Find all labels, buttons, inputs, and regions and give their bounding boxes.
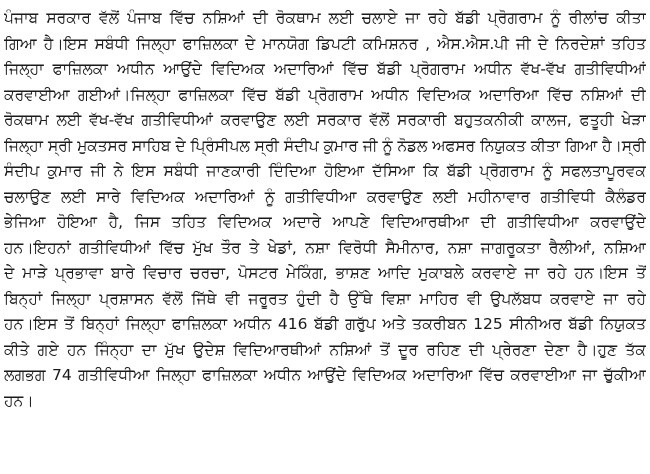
text-line-13: ਹਨ।ਇਸ ਤੋਂ ਬਿਨ੍ਹਾਂ ਜਿਲ੍ਹਾ ਫਾਜ਼ਿਲਕਾ ਅਧੀਨ 416 ਬੱਡੀ ਗਰੁੱਪ ਅਤੇ ਤਕਰੀਬਨ 125 ਸੀਨੀਅਰ ਬੱਡੀ ਨਿਯੁਕਤ — [4, 315, 646, 333]
text-line-3: ਜਿਲ੍ਹਾ ਫਾਜ਼ਿਲਕਾ ਅਧੀਨ ਆਉਂਦੇ ਵਿਦਿਅਕ ਅਦਾਰਿਆਂ ਵਿੱਚ ਬੱਡੀ ਪ੍ਰੋਗਰਾਮ ਅਧੀਨ ਵੱਖ-ਵੱਖ ਗਤੀਵਿਧੀਆਂ — [4, 60, 646, 78]
text-line-1: ਪੰਜਾਬ ਸਰਕਾਰ ਵੱਲੋਂ ਪੰਜਾਬ ਵਿੱਚ ਨਸ਼ਿਆਂ ਦੀ ਰੋਕਥਾਮ ਲਈ ਚਲਾਏ ਜਾ ਰਹੇ ਬੱਡੀ ਪ੍ਰੋਗਰਾਮ ਨੂੰ ਰੀਲਾਂਚ ਕੀਤਾ — [4, 9, 646, 27]
document-page — [4, 0, 646, 474]
text-line-5: ਰੋਕਥਾਮ ਲਈ ਵੱਖ-ਵੱਖ ਗਤੀਵਿਧੀਆਂ ਕਰਵਾਉਣ ਲਈ ਸਰਕਾਰ ਵੱਲੋਂ ਸਰਕਾਰੀ ਬਹੁਤਕਨੀਕੀ ਕਾਲਜ, ਫਤੂਹੀ ਖੇੜਾ — [4, 111, 646, 129]
text-line-7: ਸੰਦੀਪ ਕੁਮਾਰ ਜੀ ਨੇ ਇਸ ਸਬੰਧੀ ਜਾਣਕਾਰੀ ਦਿੰਦਿਆ ਹੋਇਆ ਦੱਸਿਆ ਕਿ ਬੱਡੀ ਪ੍ਰੋਗਰਾਮ ਨੂੰ ਸਫਲਤਾਪੂਰਵਕ — [4, 162, 646, 180]
text-line-8: ਚਲਾਉਣ ਲਈ ਸਾਰੇ ਵਿਦਿਅਕ ਅਦਾਰਿਆਂ ਨੂੰ ਗਤੀਵਿਧੀਆ ਕਰਵਾਉਣ ਲਈ ਮਹੀਨਾਵਾਰ ਗਤੀਵਿਧੀ ਕੈਲੰਡਰ — [4, 187, 646, 206]
text-line-16: ਹਨ। — [4, 391, 34, 410]
text-line-4: ਕਰਵਾਈਆ ਗਈਆਂ।ਜਿਲ੍ਹਾ ਫਾਜ਼ਿਲਕਾ ਵਿੱਚ ਬੱਡੀ ਪ੍ਰੋਗਰਾਮ ਅਧੀਨ ਵਿਦਿਅਕ ਅਦਾਰਿਆ ਵਿੱਚ ਨਸ਼ਿਆਂ ਦੀ — [4, 85, 646, 104]
text-line-14: ਕੀਤੇ ਗਏ ਹਨ ਜਿੰਨ੍ਹਾ ਦਾ ਮੁੱਖ ਉਦੇਸ਼ ਵਿਦਿਆਰਥੀਆਂ ਨਸ਼ਿਆਂ ਤੋਂ ਦੂਰ ਰਹਿਣ ਦੀ ਪ੍ਰੇਰਣਾ ਦੇਣਾ ਹੈ।ਹੁਣ ਤੱਕ — [4, 340, 646, 359]
text-line-15: ਲਗਭਗ 74 ਗਤੀਵਿਧੀਆ ਜਿਲ੍ਹਾ ਫਾਜ਼ਿਲਕਾ ਅਧੀਨ ਆਉਂਦੇ ਵਿਦਿਅਕ ਅਦਾਰਿਆ ਵਿੱਚ ਕਰਵਾਈਆ ਜਾ ਚੁੱਕੀਆ — [4, 366, 646, 384]
text-line-12: ਬਿਨ੍ਹਾਂ ਜਿਲ੍ਹਾ ਪ੍ਰਸ਼ਾਸਨ ਵੱਲੋਂ ਜਿੱਥੇ ਵੀ ਜਰੂਰਤ ਹੁੰਦੀ ਹੈ ਉੱਥੇ ਵਿਸ਼ਾ ਮਾਹਿਰ ਵੀ ਉਪਲੱਬਧ ਕਰਵਾਏ ਜਾ ਰਹੇ — [4, 289, 646, 308]
text-line-11: ਦੇ ਮਾੜੇ ਪ੍ਰਭਾਵਾ ਬਾਰੇ ਵਿਚਾਰ ਚਰਚਾ, ਪੋਸਟਰ ਮੇਕਿੰਗ, ਭਾਸ਼ਣ ਆਦਿ ਮੁਕਾਬਲੇ ਕਰਵਾਏ ਜਾ ਰਹੇ ਹਨ।ਇਸ ਤੋਂ — [4, 264, 646, 282]
text-line-10: ਹਨ।ਇਹਨਾਂ ਗਤੀਵਿਧੀਆਂ ਵਿੱਚ ਮੁੱਖ ਤੌਰ ਤੇ ਖੇਡਾਂ, ਨਸ਼ਾ ਵਿਰੋਧੀ ਸੈਮੀਨਾਰ, ਨਸ਼ਾ ਜਾਗਰੂਕਤਾ ਰੈਲੀਆਂ, ਨਸ਼ਿਆ — [4, 238, 646, 257]
text-line-9: ਭੇਜਿਆ ਹੋਇਆ ਹੈ, ਜਿਸ ਤਹਿਤ ਵਿਦਿਅਕ ਅਦਾਰੇ ਆਪਣੇ ਵਿਦਿਆਰਥੀਆ ਦੀ ਗਤੀਵਿਧੀਆ ਕਰਵਾਉਂਦੇ — [4, 213, 646, 231]
text-line-2: ਗਿਆ ਹੈ।ਇਸ ਸਬੰਧੀ ਜਿਲ੍ਹਾ ਫਾਜ਼ਿਲਕਾ ਦੇ ਮਾਨਯੋਗ ਡਿਪਟੀ ਕਮਿਸ਼ਨਰ , ਐਸ.ਐਸ.ਪੀ ਜੀ ਦੇ ਨਿਰਦੇਸ਼ਾਂ ਤਹਿਤ — [4, 34, 646, 53]
text-line-6: ਜਿਲ੍ਹਾ ਸ੍ਰੀ ਮੁਕਤਸਰ ਸਾਹਿਬ ਦੇ ਪ੍ਰਿੰਸੀਪਲ ਸ੍ਰੀ ਸੰਦੀਪ ਕੁਮਾਰ ਜੀ ਨੂੰ ਨੋਡਲ ਅਫਸਰ ਨਿਯੁਕਤ ਕੀਤਾ ਗਿਆ ਹੈ।ਸ੍ਰੀ — [4, 136, 646, 155]
news-paragraph — [4, 6, 646, 414]
